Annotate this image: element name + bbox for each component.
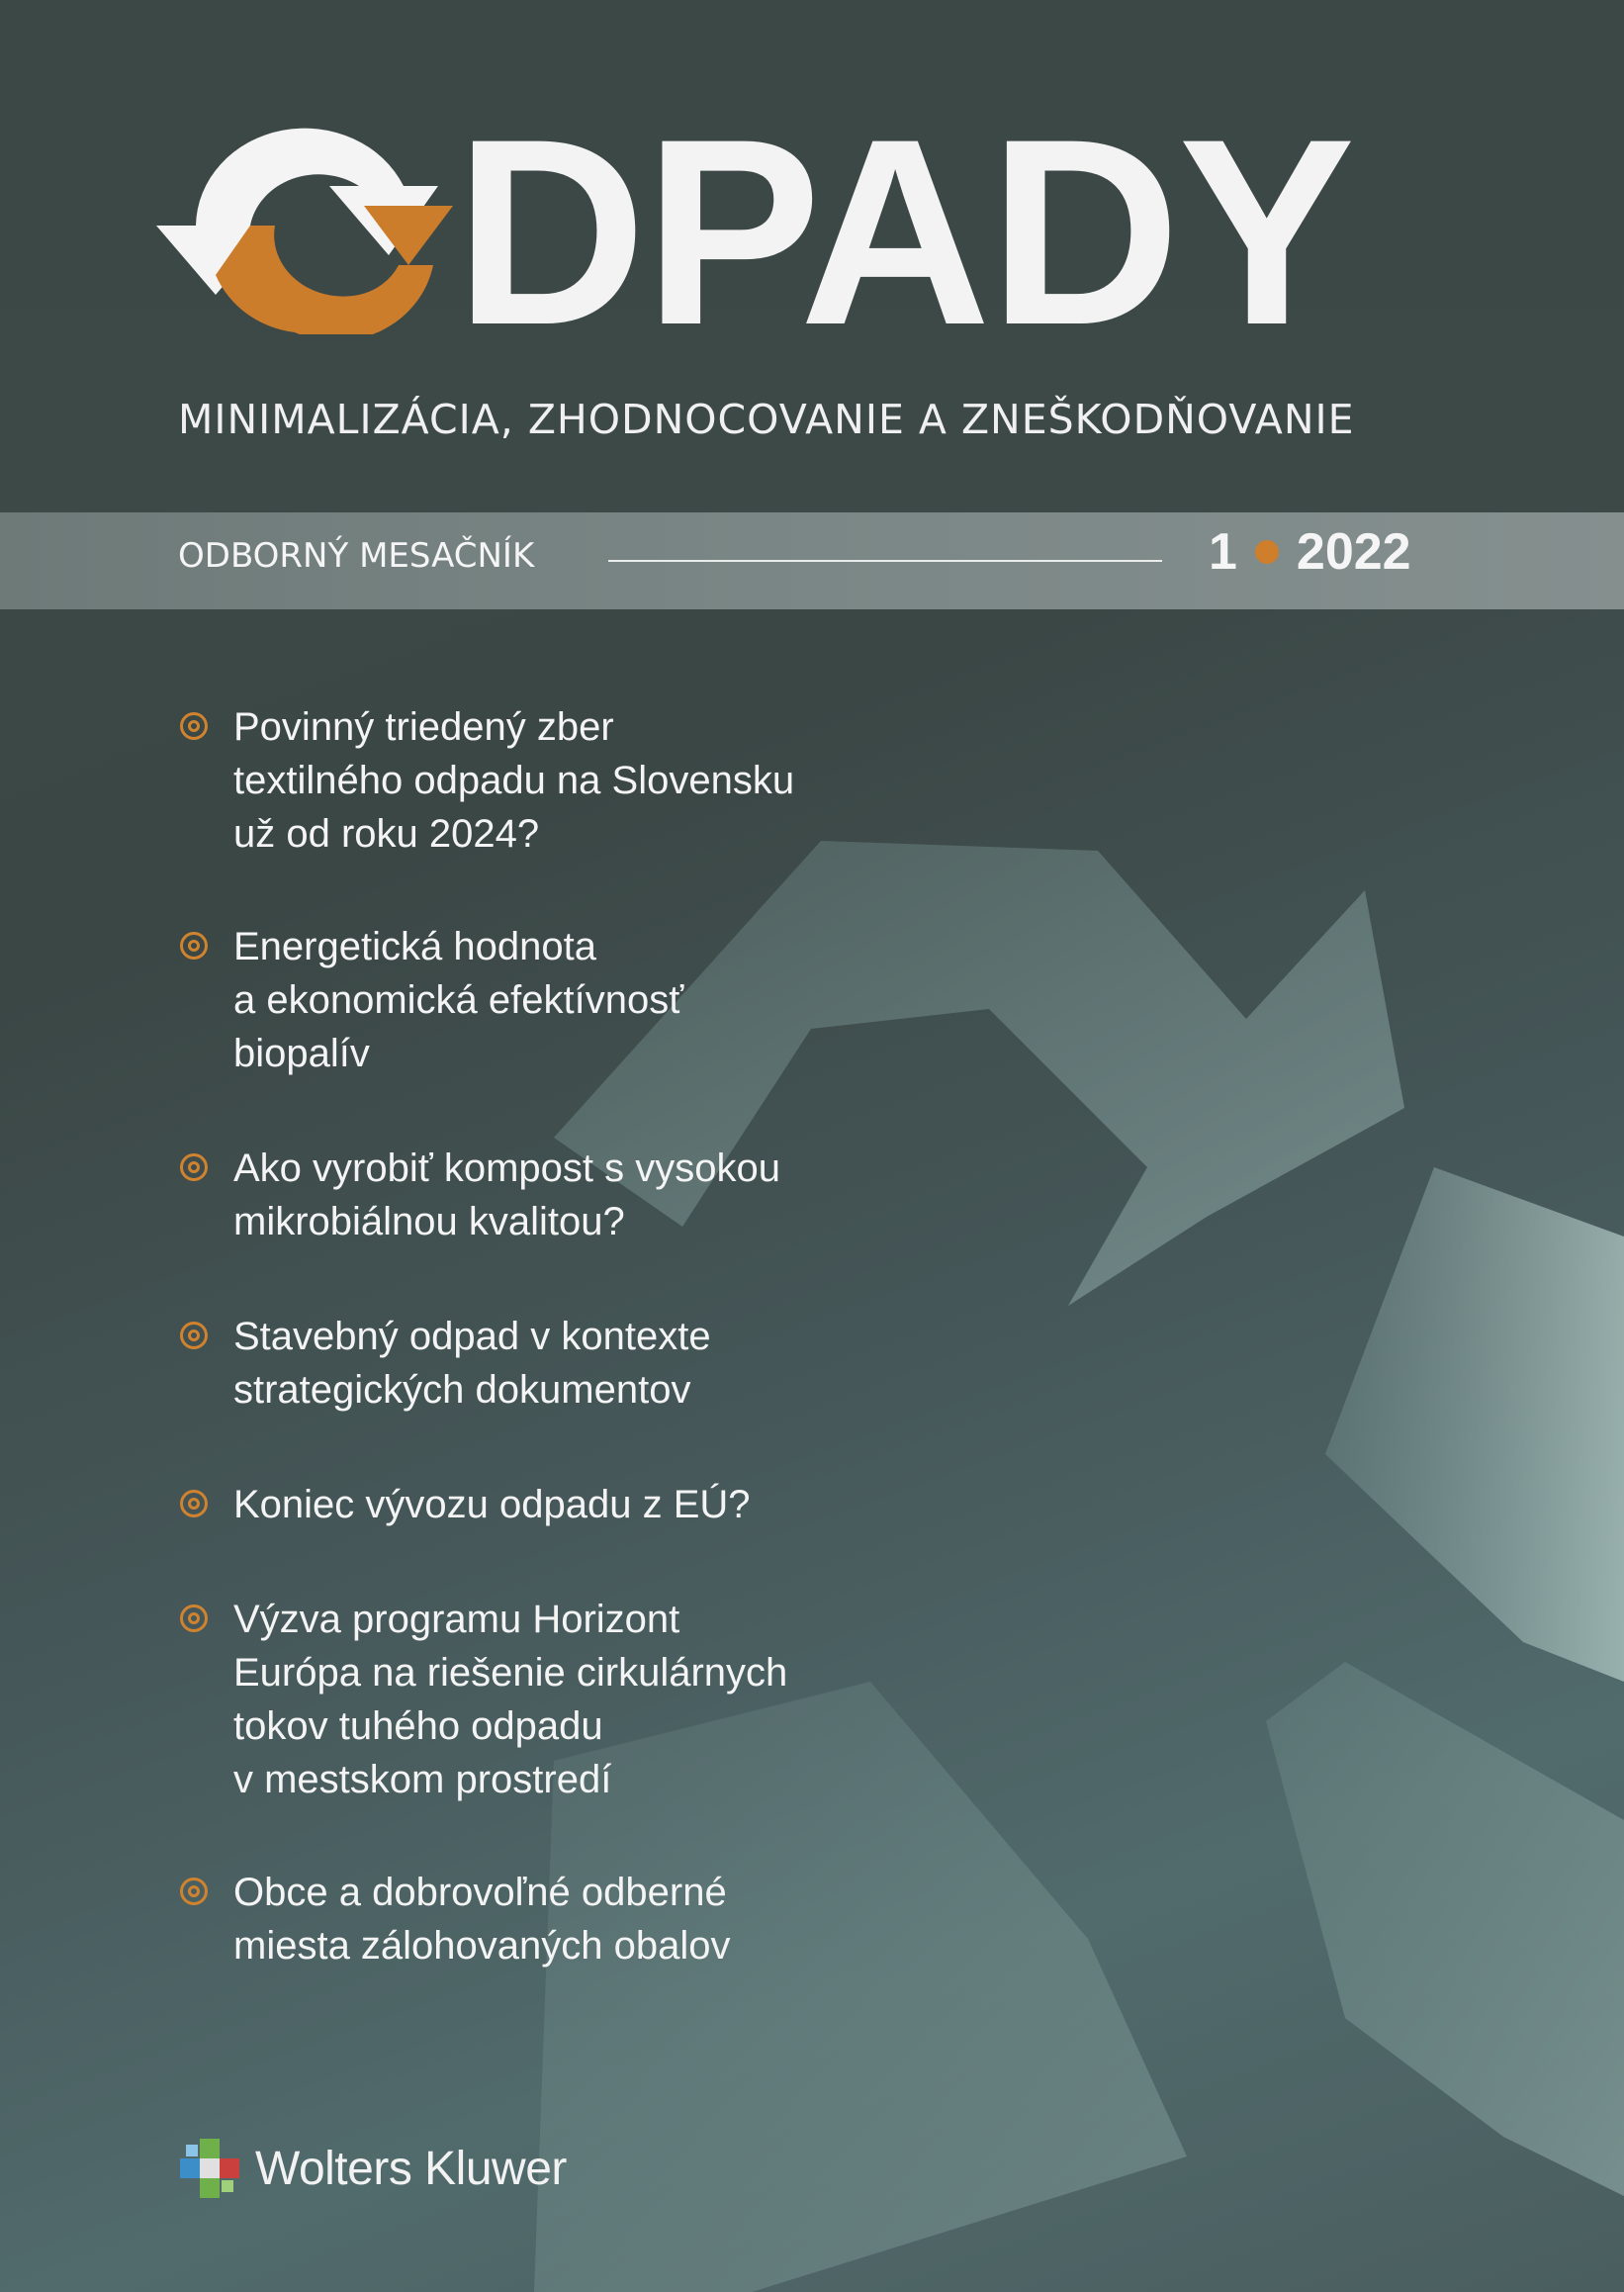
recycle-arrows-logo-icon — [156, 117, 463, 334]
masthead — [0, 0, 1624, 514]
article-title: Obce a dobrovoľné odberné miesta zálohovaných obalov — [233, 1871, 731, 1968]
article-title: Energetická hodnota a ekonomická efektívnosť biopalív — [233, 925, 684, 1075]
article-title: Ako vyrobiť kompost s vysokou mikrobiálnou kvalitou? — [233, 1146, 780, 1243]
target-bullet-icon — [180, 1878, 208, 1905]
issue-number: 1 — [1209, 523, 1237, 581]
magazine-title: DPADY — [455, 83, 1354, 380]
target-bullet-icon — [180, 1604, 208, 1632]
target-bullet-icon — [180, 1490, 208, 1517]
article-title: Povinný triedený zber textilného odpadu na Slovensku už od roku 2024? — [233, 705, 795, 856]
issue-info — [1209, 522, 1411, 582]
publisher — [178, 2137, 567, 2200]
target-bullet-icon — [180, 1153, 208, 1181]
issue-year: 2022 — [1296, 523, 1411, 581]
band-label: ODBORNÝ MESAČNÍK — [178, 536, 535, 576]
wolters-kluwer-logo-icon — [178, 2137, 241, 2200]
band-divider-line — [608, 560, 1162, 562]
target-bullet-icon — [180, 712, 208, 740]
article-title: Výzva programu Horizont Európa na riešenie cirkulárnych tokov tuhého odpadu v mestskom prostredí — [233, 1598, 788, 1801]
target-bullet-icon — [180, 1322, 208, 1349]
article-title: Stavebný odpad v kontexte strategických dokumentov — [233, 1315, 711, 1412]
magazine-subtitle: MINIMALIZÁCIA, ZHODNOCOVANIE A ZNEŠKODŇOVANIE — [178, 396, 1355, 443]
article-title: Koniec vývozu odpadu z EÚ? — [233, 1483, 751, 1526]
target-bullet-icon — [180, 932, 208, 960]
publisher-name: Wolters Kluwer — [255, 2142, 567, 2195]
issue-separator-dot — [1255, 540, 1279, 564]
